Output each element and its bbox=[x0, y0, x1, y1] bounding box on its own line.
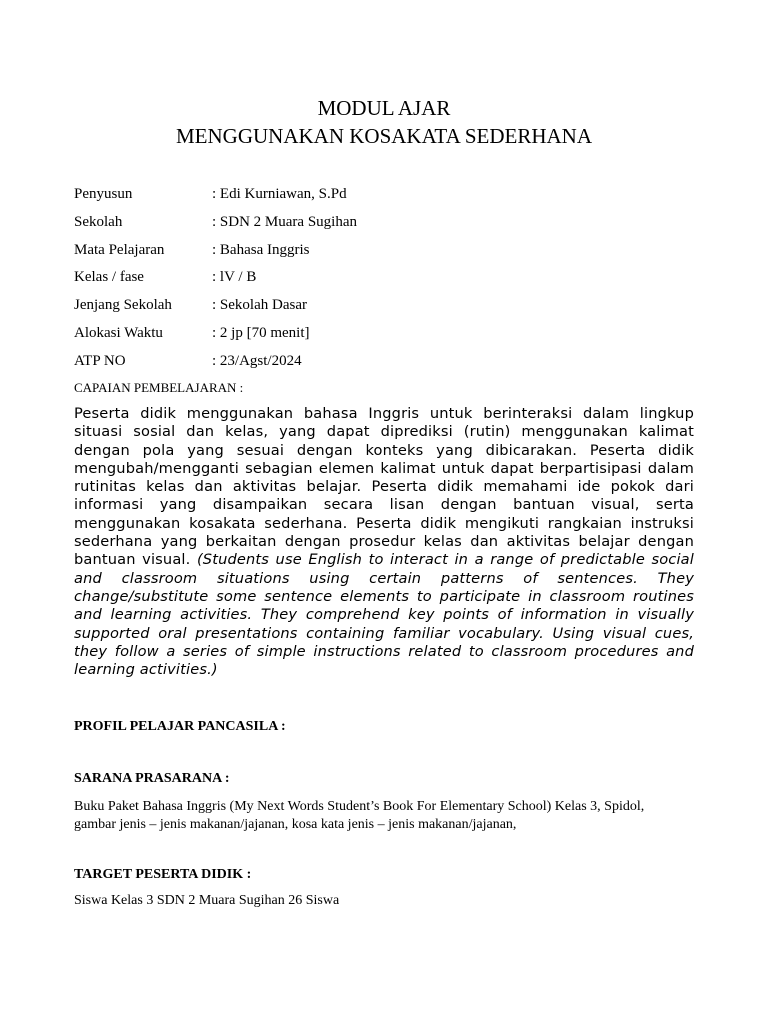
info-value: : SDN 2 Muara Sugihan bbox=[212, 213, 357, 230]
capaian-paragraph bbox=[74, 405, 694, 679]
info-label: Sekolah bbox=[74, 213, 123, 230]
sarana-heading: SARANA PRASARANA : bbox=[74, 771, 230, 786]
info-label: Mata Pelajaran bbox=[74, 241, 165, 258]
document-title: MODUL AJAR bbox=[317, 96, 451, 120]
capaian-heading: CAPAIAN PEMBELAJARAN : bbox=[74, 380, 244, 395]
info-value: : 2 jp [70 menit] bbox=[212, 324, 310, 341]
info-value: : lV / B bbox=[212, 269, 257, 286]
target-heading: TARGET PESERTA DIDIK : bbox=[74, 867, 252, 882]
info-value: : Edi Kurniawan, S.Pd bbox=[212, 186, 347, 202]
info-value: : Bahasa Inggris bbox=[212, 241, 310, 258]
info-value: : 23/Agst/2024 bbox=[212, 352, 302, 369]
capaian-text-indonesian: Peserta didik menggunakan bahasa Inggris untuk berinteraksi dalam lingkup situasi sosial dan kelas, yang dapat diprediksi (rutin) menggunakan kalimat dengan pola yang sesuai dengan konteks yang dibicarakan. Peserta didik mengubah/mengganti sebagian elemen kalimat untuk dapat berpartisipasi dalam rutinitas kelas dan aktivitas belajar. Peserta didik memahami ide pokok dari informasi yang disampaikan secara lisan dengan bantuan visual, serta menggunakan kosakata sederhana. Peserta didik mengikuti rangkaian instruksi sederhana yang berkaitan dengan prosedur kelas dan aktivitas belajar dengan bantuan visual. bbox=[74, 405, 694, 569]
profil-heading: PROFIL PELAJAR PANCASILA : bbox=[74, 719, 286, 734]
info-value: : Sekolah Dasar bbox=[212, 297, 307, 314]
target-text: Siswa Kelas 3 SDN 2 Muara Sugihan 26 Siswa bbox=[74, 893, 340, 908]
info-label: Penyusun bbox=[74, 186, 133, 202]
info-label: Alokasi Waktu bbox=[74, 324, 163, 341]
sarana-text: Buku Paket Bahasa Inggris (My Next Words Student’s Book For Elementary School) Kelas 3, Spidol, gambar jenis – jenis makanan/jajanan, kosa kata jenis – jenis makanan/jajanan, bbox=[74, 799, 645, 832]
info-label: Jenjang Sekolah bbox=[74, 297, 172, 314]
info-label: ATP NO bbox=[74, 352, 126, 369]
document-subtitle: MENGGUNAKAN KOSAKATA SEDERHANA bbox=[176, 124, 592, 148]
capaian-text-english: (Students use English to interact in a range of predictable social and classroom situations using certain patterns of sentences. They change/substitute some sentence elements to participate in classroom routines and learning activities. They comprehend key points of information in visually supported oral presentations containing familiar vocabulary. Using visual cues, they follow a series of simple instructions related to classroom procedures and learning activities.) bbox=[74, 551, 694, 679]
info-label: Kelas / fase bbox=[74, 269, 144, 286]
